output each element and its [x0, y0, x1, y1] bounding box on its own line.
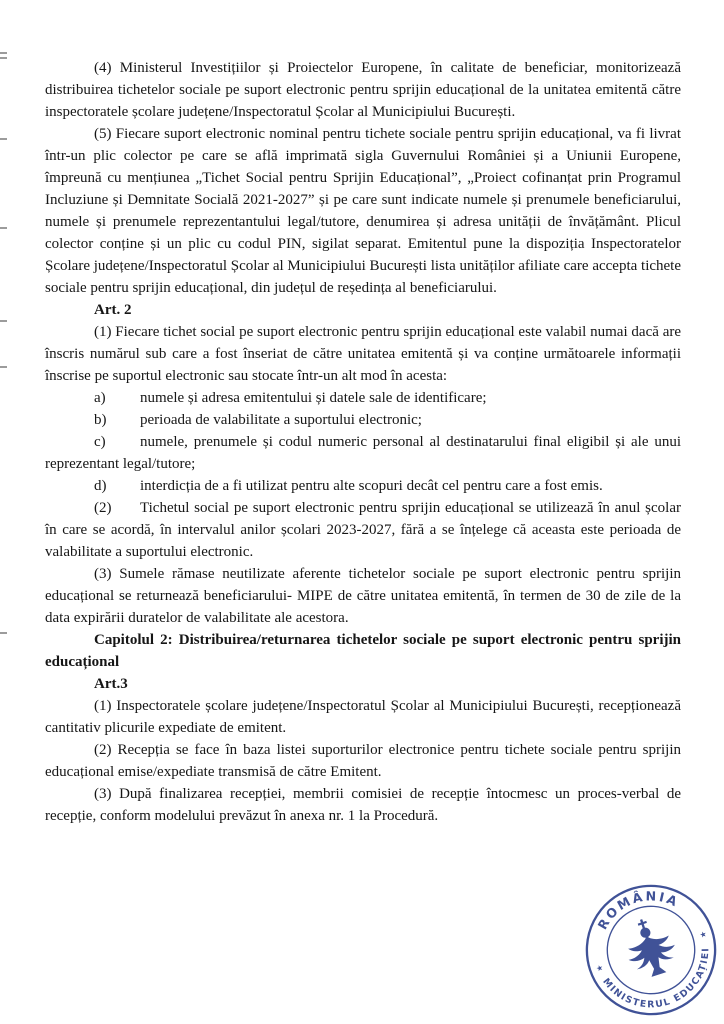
list-item-letter: a): [94, 390, 106, 406]
coat-of-arms-eagle-icon: [618, 912, 682, 982]
stamp-star-right: ★: [698, 929, 708, 940]
paragraph-number: (2): [94, 500, 112, 516]
stamp-outer-ring: [570, 869, 724, 1024]
article-2-paragraph-3: (3) Sumele rămase neutilizate aferente tichetelor sociale pe suport electronic pentru sprijin educațional se returnează beneficiarului- MIPE de către unitatea emitentă, în termen de 30 de zile de la data expirării duratelor de valabilitate ale acestora.: [45, 566, 681, 626]
scan-artifact: [0, 320, 7, 322]
stamp-country-text: ROMÂNIA: [594, 888, 682, 933]
list-item-letter: b): [94, 412, 107, 428]
list-item-letter: c): [94, 434, 106, 450]
list-item-d: [45, 475, 681, 497]
scan-artifact: [0, 632, 7, 634]
paragraph-text: Tichetul social pe suport electronic pentru sprijin educațional se utilizează în anul școlar în care se acordă, în intervalul anilor școlari 2023-2027, fără a se înțelege că aceasta este perioada de valabilitate a suportului electronic.: [45, 500, 681, 560]
list-item-text: interdicția de a fi utilizat pentru alte scopuri decât cel pentru care a fost emis.: [140, 478, 603, 494]
scan-artifact: [0, 366, 7, 368]
list-item-b: [45, 409, 681, 431]
stamp-star-left: ★: [594, 962, 605, 974]
article-2-heading: Art. 2: [94, 302, 132, 318]
list-item-text: numele, prenumele și codul numeric personal al destinatarului final eligibil și ale unui reprezentant legal/tutore;: [45, 434, 681, 472]
stamp-inner-ring: [596, 895, 706, 1005]
chapter-2-heading: Capitolul 2: Distribuirea/returnarea tichetelor sociale pe suport electronic pentru sprijin educațional: [45, 632, 681, 670]
list-item-a: [45, 387, 681, 409]
article-3-paragraph-3: (3) După finalizarea recepției, membrii comisiei de recepție întocmesc un proces-verbal de recepție, conform modelului prevăzut în anexa nr. 1 la Procedură.: [45, 786, 681, 824]
scan-artifact: [0, 138, 7, 140]
scan-artifact: [0, 52, 7, 54]
list-item-c: [45, 431, 681, 475]
scan-artifact: [0, 227, 7, 229]
scan-artifact: [0, 57, 7, 59]
article-3-heading: Art.3: [94, 676, 128, 692]
stamp-graphic: [565, 864, 724, 1024]
list-item-letter: d): [94, 478, 107, 494]
list-item-text: perioada de valabilitate a suportului electronic;: [140, 412, 422, 428]
list-item-text: numele și adresa emitentului și datele sale de identificare;: [140, 390, 487, 406]
article-3-paragraph-1: (1) Inspectoratele școlare județene/Inspectoratul Școlar al Municipiului București, recepționează cantitativ plicurile expediate de emitent.: [45, 698, 681, 736]
paragraph-5: (5) Fiecare suport electronic nominal pentru tichete sociale pentru sprijin educațional, va fi livrat într-un plic colector pe care se află imprimată sigla Guvernului României și a Uniunii Europene, împreună cu mențiunea „Tichet Social pentru Sprijin Educațional”, „Proiect cofinanțat prin Programul Incluziune și Demnitate Socială 2021-2027” și pe care sunt indicate numele și prenumele beneficiarului, numele și prenumele reprezentantului legal/tutore, denumirea și adresa unității de învățământ. Plicul colector conține și un plic cu codul PIN, sigilat separat. Emitentul pune la dispoziția Inspectoratelor Școlare județene/Inspectoratul Școlar al Municipiului București lista unităților afiliate care accepta tichete sociale pentru sprijin educațional, din județul de reședința al beneficiarului.: [45, 126, 681, 296]
document-content: [45, 57, 681, 827]
article-2-paragraph-2: [45, 497, 681, 563]
article-2-paragraph-1: (1) Fiecare tichet social pe suport electronic pentru sprijin educațional este valabil numai dacă are înscris numărul sub care a fost înseriat de către unitatea emitentă și va conține următoarele informații înscrise pe suportul electronic sau stocate într-un alt mod în acesta:: [45, 324, 681, 384]
article-3-paragraph-2: (2) Recepția se face în baza listei suporturilor electronice pentru tichete sociale pentru sprijin educațional emise/expediate transmisă de către Emitent.: [45, 742, 681, 780]
paragraph-4: (4) Ministerul Investițiilor și Proiectelor Europene, în calitate de beneficiar, monitorizează distribuirea tichetelor sociale pe suport electronic pentru sprijin educațional de la unitatea emitentă către inspectoratele școlare județene/Inspectoratul Școlar al Municipiului București.: [45, 60, 681, 120]
official-stamp: [565, 864, 724, 1024]
stamp-ring-text: MINISTERUL EDUCAȚIEI: [600, 946, 712, 1011]
